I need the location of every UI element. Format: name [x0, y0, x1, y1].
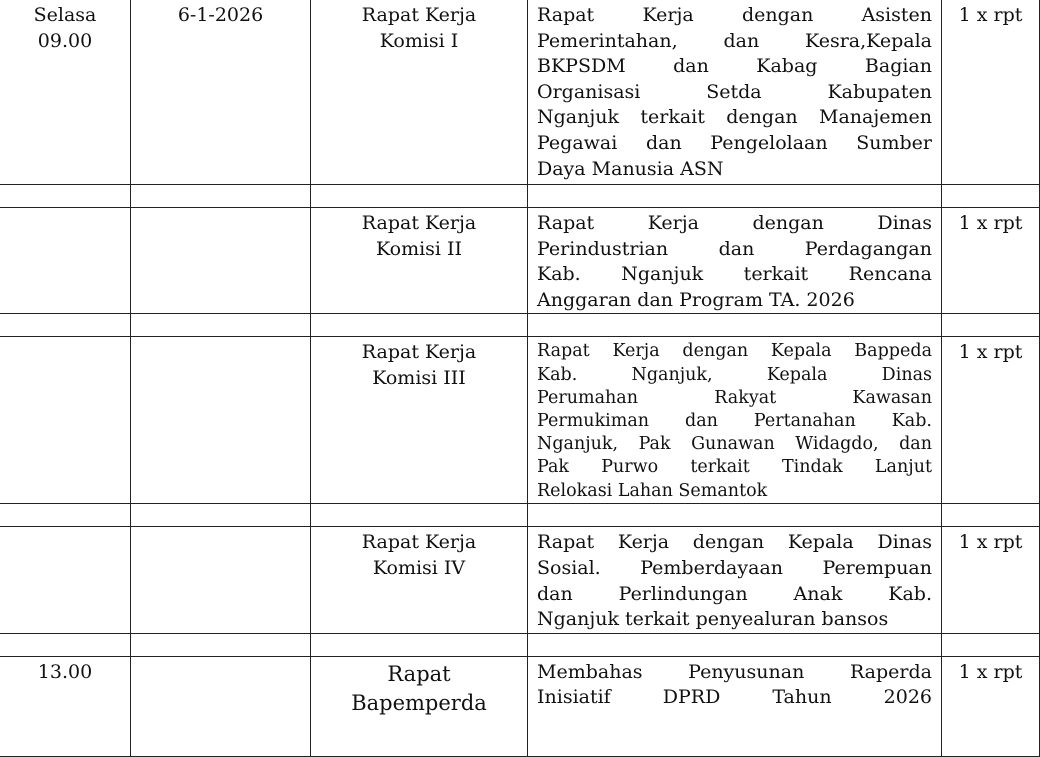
activity-line: Komisi IV: [372, 556, 466, 579]
description-line: Inisiatif DPRD Tahun 2026: [537, 686, 932, 709]
activity-cell: [311, 0, 528, 185]
description-line: dan Perlindungan Anak Kab.: [537, 582, 932, 605]
table-row: [0, 656, 1040, 756]
spacer-row: [0, 504, 1040, 527]
description-line: Permukiman dan Pertanahan Kab.: [537, 410, 932, 431]
date-cell: [131, 656, 311, 756]
description-line: Perindustrian dan Perdagangan: [537, 237, 932, 260]
volume-cell: 1 x rpt: [942, 337, 1040, 504]
date-cell: [131, 337, 311, 504]
description-line: BKPSDM dan Kabag Bagian: [537, 55, 932, 78]
day-time-cell: [0, 337, 131, 504]
description-cell: [528, 337, 942, 504]
description-line: Nganjuk terkait dengan Manajemen: [537, 106, 932, 129]
description-cell: [528, 527, 942, 633]
description-line: Kab. Nganjuk terkait Rencana: [537, 263, 932, 286]
day-text: Selasa: [33, 4, 97, 26]
description-line: Rapat Kerja dengan Dinas: [537, 212, 932, 234]
description-line: Rapat Kerja dengan Kepala Dinas: [537, 531, 932, 554]
description-line: Organisasi Setda Kabupaten: [537, 80, 932, 103]
spacer-row: [0, 314, 1040, 337]
description-line: Relokasi Lahan Semantok: [537, 480, 768, 501]
description-line: Pak Purwo terkait Tindak Lanjut: [537, 457, 932, 478]
description-line: Membahas Penyusunan Raperda: [537, 660, 932, 683]
activity-line: Rapat: [387, 661, 451, 686]
activity-line: Rapat Kerja: [361, 341, 477, 364]
spacer-row: [0, 633, 1040, 656]
day-time-cell: [0, 208, 131, 314]
description-cell: [528, 208, 942, 314]
activity-line: Rapat Kerja: [361, 4, 477, 26]
date-cell: [131, 527, 311, 633]
description-line: Perumahan Rakyat Kawasan: [537, 387, 932, 408]
table-row: [0, 208, 1040, 314]
activity-line: Bapemperda: [351, 690, 487, 715]
volume-cell: 1 x rpt: [942, 656, 1040, 756]
activity-line: Rapat Kerja: [361, 531, 477, 554]
description-cell: [528, 0, 942, 185]
day-time-cell: [0, 0, 131, 185]
activity-cell: [311, 527, 528, 633]
description-line: Nganjuk, Pak Gunawan Widagdo, dan: [537, 434, 932, 455]
activity-line: Rapat Kerja: [361, 212, 477, 234]
activity-cell: [311, 337, 528, 504]
day-time-cell: [0, 656, 131, 756]
description-line: Daya Manusia ASN: [537, 157, 724, 180]
activity-cell: [311, 656, 528, 756]
description-line: Rapat Kerja dengan Kepala Bappeda: [537, 341, 932, 362]
volume-cell: 1 x rpt: [942, 527, 1040, 633]
date-cell: [131, 208, 311, 314]
description-line: Pemerintahan, dan Kesra,Kepala: [537, 29, 932, 52]
activity-line: Komisi II: [375, 237, 463, 260]
activity-line: Komisi I: [379, 29, 459, 52]
description-line: Nganjuk terkait penyealuran bansos: [537, 608, 889, 631]
description-line: Pegawai dan Pengelolaan Sumber: [537, 131, 932, 154]
description-line: Sosial. Pemberdayaan Perempuan: [537, 556, 932, 579]
time-text: 09.00: [37, 29, 93, 52]
table-row: [0, 0, 1040, 185]
day-time-cell: [0, 527, 131, 633]
volume-cell: 1 x rpt: [942, 208, 1040, 314]
description-cell: [528, 656, 942, 756]
date-cell: 6-1-2026: [131, 0, 311, 185]
table-row: [0, 337, 1040, 504]
table-row: [0, 527, 1040, 633]
description-line: Rapat Kerja dengan Asisten: [537, 4, 932, 26]
spacer-row: [0, 185, 1040, 208]
time-text: 13.00: [37, 660, 93, 683]
description-line: Anggaran dan Program TA. 2026: [537, 288, 855, 311]
description-line: Kab. Nganjuk, Kepala Dinas: [537, 364, 932, 385]
activity-cell: [311, 208, 528, 314]
volume-cell: 1 x rpt: [942, 0, 1040, 185]
activity-line: Komisi III: [372, 366, 466, 389]
